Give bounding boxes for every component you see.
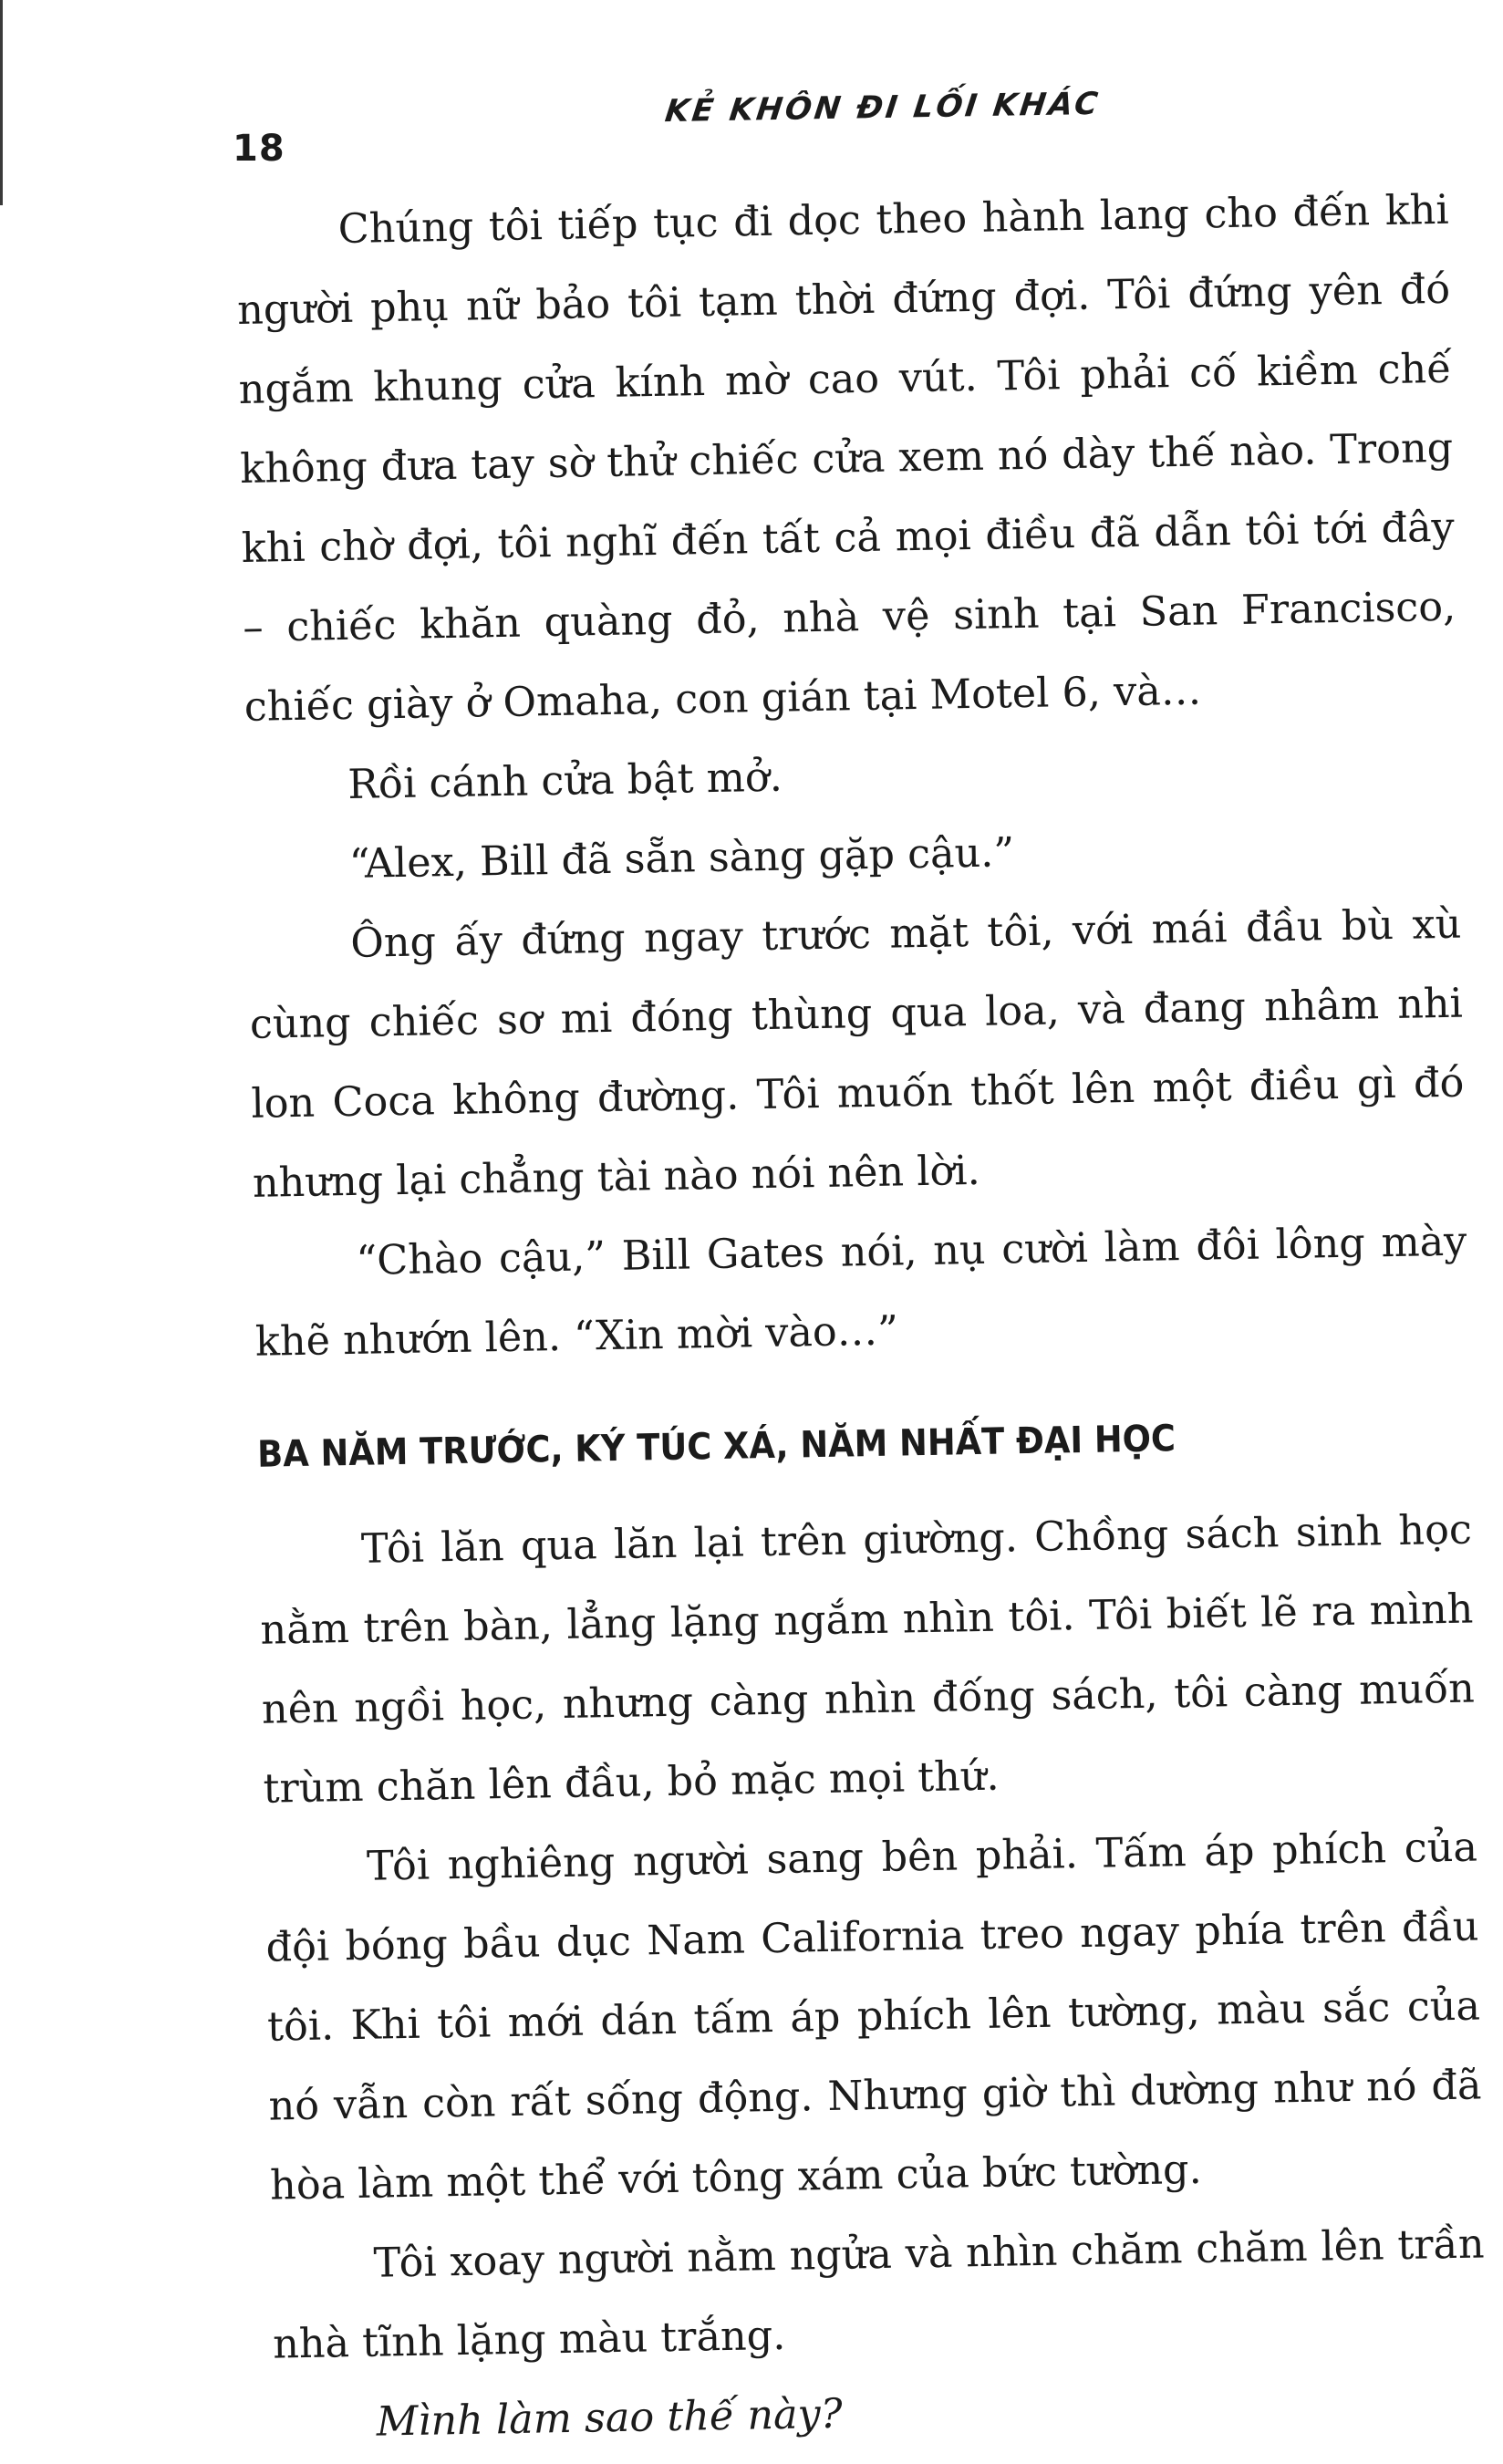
paragraph: Tôi lăn qua lăn lại trên giường. Chồng sách sinh học nằm trên bàn, lẳng lặng ngắm nhìn tôi. Tôi biết lẽ ra mình nên ngồi học, nhưng càng nhìn đống sách, tôi càng muốn trùm chăn lên đầu, bỏ mặc mọi thứ. [260,1506,1476,1813]
paragraph: Rồi cánh cửa bật mở. [347,754,783,808]
running-header: KẺ KHÔN ĐI LỐI KHÁC [662,85,1103,130]
paragraph: Tôi nghiêng người sang bên phải. Tấm áp phích của đội bóng bầu dục Nam California treo ngay phía trên đầu tôi. Khi tôi mới dán tấm áp phích lên tường, màu sắc của nó vẫn còn rất sống động. Nhưng giờ thì dường như nó đã hòa làm một thể với tông xám của bức tường. [265,1824,1482,2209]
paragraph: “Chào cậu,” Bill Gates nói, nụ cười làm đôi lông mày khẽ nhướn lên. “Xin mời vào…” [254,1218,1467,1366]
paragraph: Ông ấy đứng ngay trước mặt tôi, với mái đầu bù xù cùng chiếc sơ mi đóng thùng qua loa, và đang nhâm nhi lon Coca không đường. Tôi muốn thốt lên một điều gì đó nhưng lại chẳng tài nào nói nên lời. [249,900,1465,1207]
section-heading: BA NĂM TRƯỚC, KÝ TÚC XÁ, NĂM NHẤT ĐẠI HỌC [256,1418,1176,1476]
page-body [235,171,1487,2464]
page-edge-line [0,0,3,205]
page-number: 18 [233,128,285,170]
paragraph: “Alex, Bill đã sẵn sàng gặp cậu.” [348,829,1015,888]
paragraph: Tôi xoay người nằm ngửa và nhìn chăm chăm lên trần nhà tĩnh lặng màu trắng. [272,2220,1485,2368]
paragraph: Chúng tôi tiếp tục đi dọc theo hành lang cho đến khi người phụ nữ bảo tôi tạm thời đứng đợi. Tôi đứng yên đó ngắm khung cửa kính mờ cao vút. Tôi phải cố kiềm chế không đưa tay sờ thử chiếc cửa xem nó dày thế nào. Trong khi chờ đợi, tôi nghĩ đến tất cả mọi điều đã dẫn tôi tới đây – chiếc khăn quàng đỏ, nhà vệ sinh tại San Francisco, chiếc giày ở Omaha, con gián tại Motel 6, và… [236,186,1456,731]
closing-italic-line: Mình làm sao thế này? [376,2390,844,2446]
